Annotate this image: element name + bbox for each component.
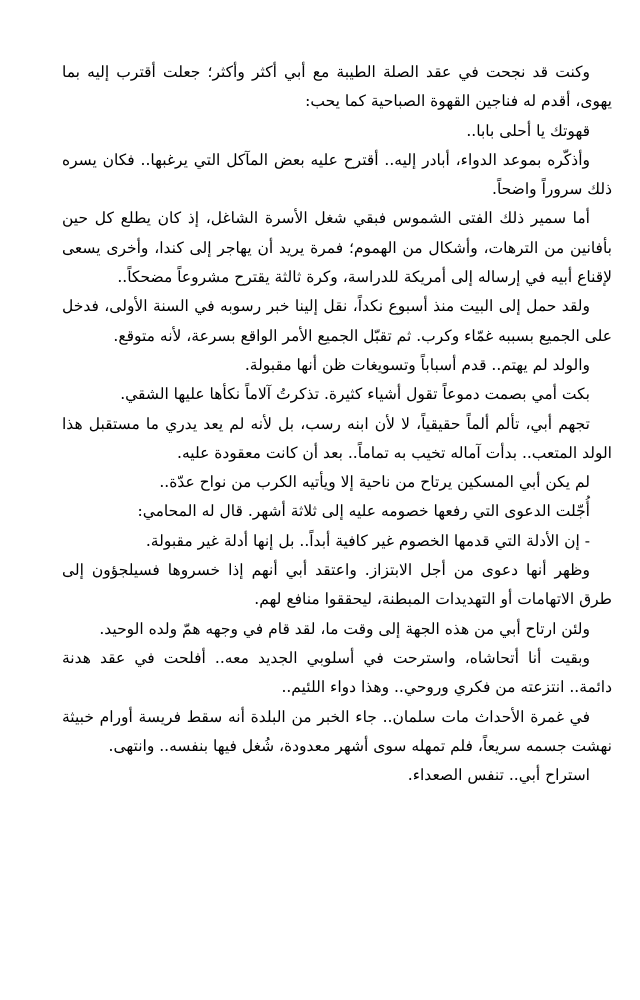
- paragraph: قهوتك يا أحلى بابا..: [466, 121, 590, 140]
- paragraph: ولئن ارتاح أبي من هذه الجهة إلى وقت ما، لقد قام في وجهه همّ ولده الوحيد.: [99, 619, 590, 638]
- paragraph: أُجّلت الدعوى التي رفعها خصومه عليه إلى ثلاثة أشهر. قال له المحامي:: [137, 502, 590, 521]
- paragraph: تجهم أبي، تألم ألماً حقيقياً، لا لأن ابنه رسب، بل لأنه لم يعد يدري ما مستقبل هذا الولد المتعب.. بدأت آماله تخيب به تماماً.. بعد أن كانت معقودة عليه.: [62, 414, 612, 462]
- document-body: [62, 58, 612, 790]
- paragraph: بكت أمي بصمت دموعاً تقول أشياء كثيرة. تذكرتُ آلاماً نكأها عليها الشقي.: [120, 385, 590, 404]
- paragraph: - إن الأدلة التي قدمها الخصوم غير كافية أبداً.. بل إنها أدلة غير مقبولة.: [145, 531, 590, 550]
- paragraph: في غمرة الأحداث مات سلمان.. جاء الخبر من البلدة أنه سقط فريسة أورام خبيثة نهشت جسمه سريعاً، فلم تمهله سوى أشهر معدودة، شُغل فيها بنفسه.. وانتهى.: [62, 707, 612, 755]
- paragraph: لم يكن أبي المسكين يرتاح من ناحية إلا ويأتيه الكرب من نواح عدّة..: [159, 473, 590, 492]
- paragraph: وأذكّره بموعد الدواء، أبادر إليه.. أقترح عليه بعض المآكل التي يرغبها.. فكان يسره ذلك سروراً واضحاً.: [62, 150, 612, 199]
- paragraph: استراح أبي.. تنفس الصعداء.: [407, 766, 590, 785]
- paragraph: وظهر أنها دعوى من أجل الابتزاز. واعتقد أبي أنهم إذا خسروها فسيلجؤون إلى طرق الاتهامات أو التهديدات المبطنة، ليحققوا منافع لهم.: [62, 561, 612, 609]
- paragraph: أما سمير ذلك الفتى الشموس فبقي شغل الأسرة الشاغل، إذ كان يطلع كل حين بأفانين من الترهات، وأشكال من الهموم؛ فمرة يريد أن يهاجر إلى كندا، وأخرى يسعى لإقناع أبيه في إرساله إلى أمريكة للدراسة، وكرة ثالثة يقترح مشروعاً مضحكاً..: [62, 209, 612, 287]
- paragraph: وكنت قد نجحت في عقد الصلة الطيبة مع أبي أكثر وأكثر؛ جعلت أقترب إليه بما يهوى، أقدم له فناجين القهوة الصباحية كما يحب:: [62, 63, 612, 111]
- paragraph: ولقد حمل إلى البيت منذ أسبوع نكداً، نقل إلينا خبر رسوبه في السنة الأولى، فدخل على الجميع بسببه غمّاء وكرب. ثم تقبّل الجميع الأمر الواقع بسرعة، لأنه متوقع.: [62, 297, 612, 345]
- paragraph: وبقيت أنا أتحاشاه، واسترحت في أسلوبي الجديد معه.. أفلحت في عقد هدنة دائمة.. انتزعته من فكري وروحي.. وهذا دواء اللئيم..: [62, 648, 612, 697]
- paragraph: والولد لم يهتم.. قدم أسباباً وتسويغات ظن أنها مقبولة.: [244, 355, 590, 374]
